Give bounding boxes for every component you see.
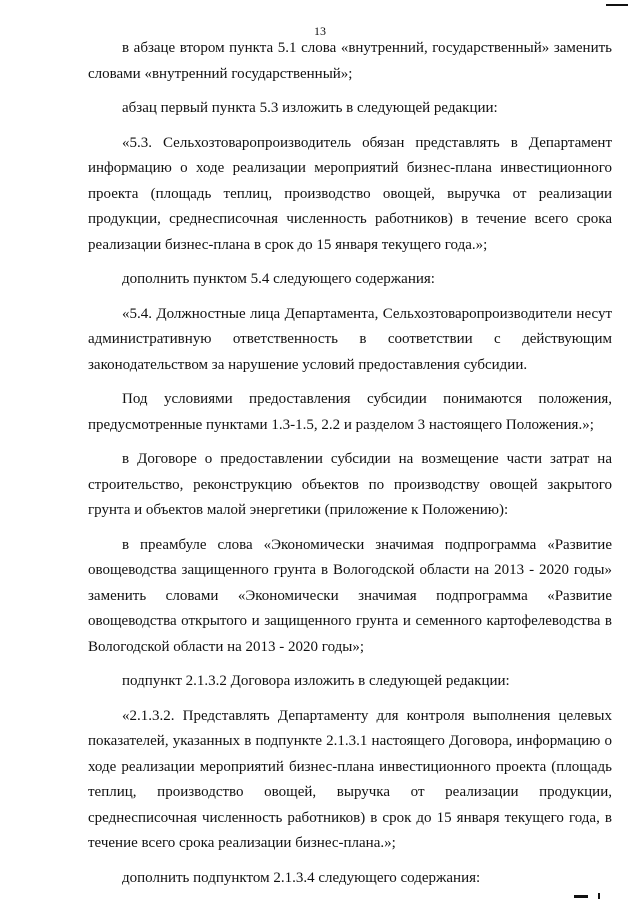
scan-mark-top bbox=[606, 0, 628, 6]
paragraph-6: Под условиями предоставления субсидии понимаются положения, предусмотренные пунктами 1.3-1.5, 2.2 и разделом 3 настоящего Положения.»; bbox=[88, 391, 612, 433]
paragraph-5: «5.4. Должностные лица Департамента, Сельхозтоваропроизводители несут административную ответственность в соответствии с действующим законодательством за нарушение условий предоставления субсидии. bbox=[88, 305, 612, 373]
scan-mark-bottom bbox=[574, 895, 588, 898]
document-body bbox=[88, 36, 612, 891]
paragraph-10: «2.1.3.2. Представлять Департаменту для контроля выполнения целевых показателей, указанных в подпункте 2.1.3.1 настоящего Договора, информацию о ходе реализации мероприятий бизнес-плана инвестиционного проекта (площадь теплиц, производство овощей, выручка от реализации продукции, среднесписочная численность работников) в срок до 15 января текущего года, в течение всего срока реализации бизнес-плана.»; bbox=[88, 707, 612, 851]
paragraph-3: «5.3. Сельхозтоваропроизводитель обязан представлять в Департамент информацию о ходе реализации мероприятий бизнес-плана инвестиционного проекта (площадь теплиц, производство овощей, выручка от реализации продукции, среднесписочная численность работников) в течение всего срока реализации бизнес-плана в срок до 15 января текущего года.»; bbox=[88, 134, 612, 253]
scan-tick-bottom bbox=[598, 893, 600, 899]
page-number: 13 bbox=[314, 24, 326, 38]
paragraph-2: абзац первый пункта 5.3 изложить в следующей редакции: bbox=[122, 100, 498, 116]
paragraph-8: в преамбуле слова «Экономически значимая подпрограмма «Развитие овощеводства защищенного грунта в Вологодской области на 2013 - 2020 годы» заменить словами «Экономически значимая подпрограмма «Развитие овощеводства открытого и защищенного грунта и семенного картофелеводства в Вологодской области на 2013 - 2020 годы»; bbox=[88, 536, 612, 655]
paragraph-4: дополнить пунктом 5.4 следующего содержания: bbox=[122, 271, 435, 287]
paragraph-9: подпункт 2.1.3.2 Договора изложить в следующей редакции: bbox=[122, 673, 510, 689]
paragraph-7: в Договоре о предоставлении субсидии на возмещение части затрат на строительство, реконструкцию объектов по производству овощей закрытого грунта и объектов малой энергетики (приложение к Положению): bbox=[88, 451, 612, 518]
paragraph-11: дополнить подпунктом 2.1.3.4 следующего содержания: bbox=[122, 869, 481, 886]
paragraph-1: в абзаце втором пункта 5.1 слова «внутренний, государственный» заменить словами «внутренний государственный»; bbox=[88, 40, 612, 82]
